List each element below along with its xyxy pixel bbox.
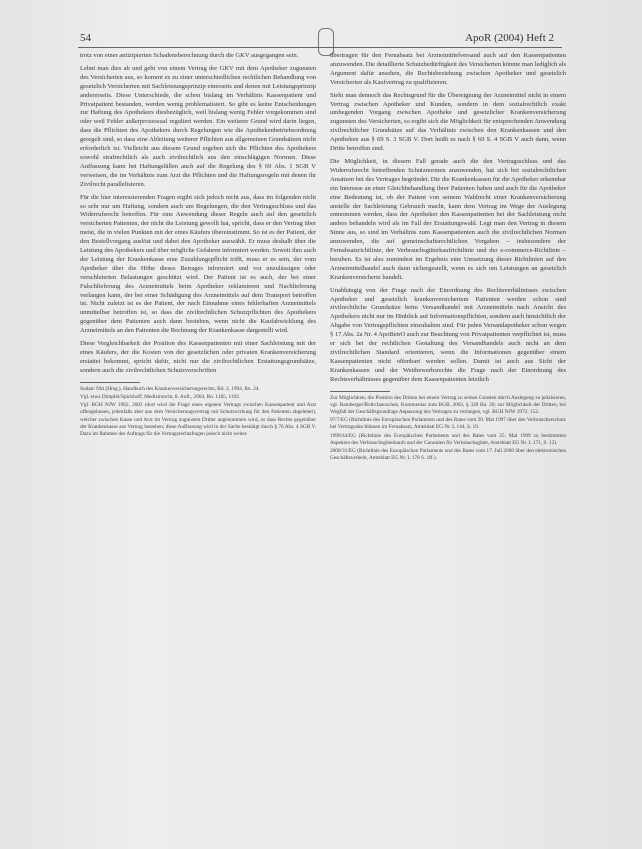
footnote: 2000/31/EG (Richtlinie des Europäischen Parlaments und des Rates vom 17. Juli 2000 über den elektronischen Geschäftsverkehr, Amtsblatt EG Nr. L 178 S. 1ff.).: [330, 448, 566, 462]
header-rule: [78, 47, 562, 48]
left-paragraph-2: Lehnt man dies ab und geht von einem Vertrag der GKV mit dem Apotheker zugunsten des Versicherten aus, so kommt es zu einer unterschiedlichen rechtlichen Behandlung von gesetzlich Versicherten mit Sachleistungsprinzip einerseits und denen mit Leistungsprinzip andererseits. Diese Unterschiede, die schon bislang im Verhältnis Kassenpatient und Privatpatient bestanden, werden wenig problematisiert. So gibt es keine Entscheidungen zur Haftung des Apothekers diesbezüglich, weil bislang wenig Fehler vorgekommen sind oder weil Fehler außerprozessual reguliert werden. Ein weiterer Grund wird darin liegen, dass die Pflichten des Apothekers durch Regelungen wie die Apothekenbetriebsordnung geregelt sind, so dass eine Ableitung weiterer Pflichten aus allgemeinen Grundsätzen nicht erforderlich ist. Vielleicht aus diesem Grund ergeben sich die Pflichten des Apothekers sowohl strafrechtlich als auch zivilrechtlich aus den einschlägigen Normen. Diese Auffassung kann bei Haftungsfällen auch auf die Regelung des § 69 Abs. 1 SGB V verweisen, die im Verhältnis zum Arzt die Pflichten und die Haftungsregeln mit denen ihr Zivilrecht parallelisieren.: [80, 64, 316, 188]
footnote-rule: [80, 382, 140, 383]
footnote: Sodan/ Nitt (Hrsg.), Handbuch des Krankenversicherungsrechts, Bd. 2, 1994, Rn. 24.: [80, 385, 260, 392]
right-paragraph-4: Unabhängig von der Frage nach der Einordnung des Rechtsverhältnisses zwischen Apotheker und gesetzlich krankenversichertem Patienten werden schon sind zivilrechtliche Grundsätze beim Versandhandel mit Arzneimitteln nach Ansicht des Apothekers nicht nur im Hinblick auf Informationspflichten, sondern auch hinsichtlich der Abgabe von Vertragspflichten einzuhalten sind. Für jeden Versandapotheker schon wegen § 17 Abs. 2a Nr. 4 ApoBetrO auch zur Beachtung von Privatpatienten verpflichtet ist, muss er sich bei der rechtlichen Gestaltung des Versandhandels auch nicht an dem zivilrechtlichen Standard orientieren, wenn die Informationen gegenüber einem Kassenpatienten nicht offenbart werden sollen. Damit ist auch aus Sicht der Krankenkassen und der Wettbewerbsrechte die Frage nach der Einordnung des Rechtsverhältnisses gegenüber dem Kassenpatienten letztlich: [330, 286, 566, 383]
footnote: Vgl. BGH NJW 1982, 2602 (dort wird die Frage eines eigenen Vertrags zwischen Kassenpatient und Arzt offengelassen, jedenfalls aber aus dem Versicherungsvertrag mit Schutzwirkung für den Patienten abgeleitet), welcher zwischen Kasse und Arzt im Vertrag zugunsten Dritter angenommen wird, so dass Rechte gegenüber der Krankenkasse aus Vertrag bestehen; diese Auffassung wird in der Sache bestätigt durch § 76 Abs. 4 SGB V. Dazu im Rahmen des Auftrags für die Vertragsrechtsfragen jedoch nicht weiter.: [80, 402, 316, 437]
footnote: Zur Möglichkeit, die Position des Dritten bei einem Vertrag zu seinen Gunsten durch Auslegung zu präzisieren, vgl. Bamberger/Roth/Janoschek, Kommentar zum BGB, 2003, § 328 Rn. 20; zur Möglichkeit der Dritten, bei Wegfall der Geschäftsgrundlage Anpassung des Vertrages zu verlangen, vgl. BGH NJW 1972, 152.: [330, 394, 566, 416]
right-footnotes: [330, 395, 566, 463]
left-paragraph-1: trotz von einer antizipierten Schadensberechnung durch die GKV ausgegangen sein.: [80, 52, 299, 59]
footnote: Vgl. etwa Dimpfel/Spickhoff, Medizinrecht, 8. Aufl., 2004, Rn. 1185, 1192.: [80, 393, 241, 400]
left-paragraph-3: Für die hier interessierenden Fragen ergibt sich jedoch nicht aus, dass im folgenden nicht so sehr nur um Haftung, sondern auch um Regelungen, die den Vertragsschluss und das Widerrufsrecht betreffen. Für eine Anwendung dieser Regeln auch auf den gesetzlich versicherten Patienten, der nicht die Leistung gewollt hat, spricht, dass er den Vertrag über meist, die in vielen Punkten mit der eines Käufers übereinstimmt. So ist es der Patient, der den Bestellvorgang auslöst und dabei den Apotheker auswählt. Er muss deshalb über die Leistung des Apothekers und über mögliche Gefahren informiert werden. Soweit ihm auch der Leistung der Krankenkasse eine Zuzahlungspflicht trifft, muss er es sein, der vom Apotheker über die Höhe dieses Betrages informiert und vor unzulässigen oder verschleierten Belastungen geschützt wird. Der Patient ist es auch, der bei einer Falschlieferung des Arzneimittels beim Apotheker reklamieren und Nachlieferung verlangen kann, der bei einer Schädigung des Arzneimittels auf dem Transport betroffen ist. Nicht zuletzt ist es der Patient, der nach Einnahme eines fehlerhaften Arzneimittels unmittelbar betroffen ist, so dass die zivilrechtlichen Schutzpflichten des Apothekers gegenüber dem Patienten auch dann bestehen, wenn nicht die Kaufabwicklung des Arzneimittels an den Patienten die Rechnung der Krankenkasse dargestellt wird.: [80, 193, 316, 335]
right-column: [330, 52, 566, 463]
left-column: [80, 52, 316, 439]
left-footnotes: [80, 386, 316, 438]
footnote: 97/7/EG (Richtlinie des Europäischen Parlaments und des Rates vom 20. Mai 1997 über den Verbraucherschutz bei Vertragsabschlüssen im Fernabsatz, Amtsblatt EG Nr. L 144, S. 19.: [330, 417, 566, 431]
left-paragraph-4: Diese Vergleichbarkeit der Position des Kassenpatienten mit einer Sachleistung mit der eines Käufers, der die Kosten von der gesetzlichen oder privaten Krankenversicherung erstattet bekommt, spricht dafür, nicht nur die zivilrechtlichen Erstattungsgrundsätze, sondern auch die zivilrechtlichen Schutzvorschriften: [80, 340, 316, 374]
footnote: 1999/44/EG (Richtlinie des Europäischen Parlaments und des Rates vom 25. Mai 1999 zu bestimmten Aspekten des Verbrauchsgüterkaufs und der Garantien für Verbrauchsgüter, Amtsblatt EG Nr. L 171, S. 12).: [330, 432, 566, 446]
right-paragraph-1: übertragen für den Fernabsatz bei Arzneimittelversand auch auf den Kassenpatienten anzuwenden. Die detaillierte Schutzbedürftigkeit des Versicherten könnte man lediglich als Argument dafür ansehen, die Rechtsbeziehung zwischen Apotheker und gesetzlich Versicherten als Kaufvertrag zu qualifizieren.: [330, 52, 566, 86]
footnote-rule: [330, 391, 390, 392]
right-paragraph-3: Die Möglichkeit, in diesem Fall gerade auch die den Vertragsschluss und das Widerrufsrecht betreffenden Schutznormen anzuwenden, hat sich bei sozialrechtlichen Ansätzen bei des Vertrages begründet. Die die Krankenkassen für die Apotheker erkennbar ein Interesse an einer Gleichbehandlung ihrer Patienten haben und auch für die Apotheker eine Bedeutung ist, ob der Patient von seinem Wahlrecht einer Krankenversicherung anstelle der Sachleistung Gebrauch macht, kann dem Vertrag im Wege der Auslegung entnommen werden, dass der Apotheker den Kassenpatienten bei der Sachleistung nicht anders behandeln wird als im Fall der Erstattungswahl. Legt man den Vertrag in diesem Sinne aus, so sind im Verhältnis zum Kassenpatienten auch die zivilrechtlichen Normen anzuwenden, die auf gemeinschaftsrechtlichen Vorgaben – insbesondere der Fernabsatzrichtlinie, der Verbrauchsgüterkaufrichtlinie und der e-commerce-Richtlinie – beruhen. Es ist also zumindest im Ergebnis eine Umsetzung dieser Richtlinien auf den Arzneimittelhandel auch dann sichergestellt, wenn es sich um Leistungen an gesetzlich Krankenversicherte handelt.: [330, 157, 566, 281]
running-head: ApoR (2004) Heft 2: [465, 32, 554, 44]
page-number: 54: [80, 32, 91, 44]
right-paragraph-2: Sieht man dennoch das Rechtsgrund für die Übereignung der Arzneimittel nicht in einem Vertrag zwischen Apotheker und Kunden, sondern in dem sozialrechtlich exakt umhegenden Vorgang zwischen Apotheke und gesetzlicher Krankenversicherung zugunsten des Versicherten, so ergibt sich die Möglichkeit für entsprechenden Anwendung zivilrechtlicher Grundsätze auf das Verhältnis zwischen den Krankenkassen und den Apotheken aus § 69 S. 3 SGB V. Dort heißt es nach § 69 S. 4 SGB V auch dann, wenn Dritte betroffen sind.: [330, 91, 566, 153]
